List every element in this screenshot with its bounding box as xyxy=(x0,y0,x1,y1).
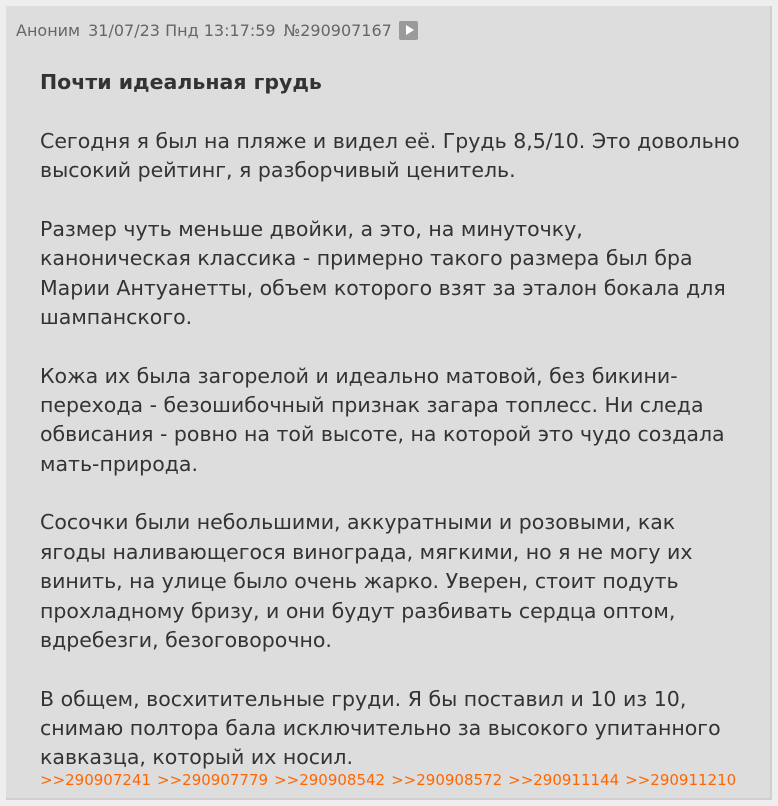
post-paragraph: Кожа их была загорелой и идеально матовой, без бикини-перехода - безошибочный признак загара топлесс. Ни следа обвисания - ровно на той высоте, на которой это чудо создала мать-природа. xyxy=(40,363,725,476)
reply-link[interactable]: >>290907779 xyxy=(157,771,269,789)
post-date: 31/07/23 Пнд 13:17:59 xyxy=(88,20,276,40)
post-paragraph: Размер чуть меньше двойки, а это, на минуточку, каноническая классика - примерно такого размера был бра Марии Антуанетты, объем которого взят за эталон бокала для шампанского. xyxy=(40,216,726,330)
reply-link[interactable]: >>290911144 xyxy=(508,771,620,789)
post-title: Почти идеальная грудь xyxy=(40,70,322,94)
post-paragraph: Сегодня я был на пляже и видел её. Грудь 8,5/10. Это довольно высокий рейтинг, я разборчивый ценитель. xyxy=(40,128,740,183)
post-paragraph: Сосочки были небольшими, аккуратными и розовыми, как ягоды наливающегося винограда, мягкими, но я не могу их винить, на улице было очень жарко. Уверен, стоит подуть прохладному бризу, и они будут разбивать сердца оптом, вдребезги, безоговорочно. xyxy=(40,510,693,653)
post-header xyxy=(16,20,426,40)
reply-link[interactable]: >>290911210 xyxy=(625,771,737,789)
post-paragraph: В общем, восхитительные груди. Я бы поставил и 10 из 10, снимаю полтора бала исключительно за высокого упитанного кавказца, который их носил. xyxy=(40,686,721,770)
post-author: Аноним xyxy=(16,20,81,40)
reply-link[interactable]: >>290908542 xyxy=(274,771,386,789)
replies-list xyxy=(40,770,742,790)
reply-link[interactable]: >>290908572 xyxy=(391,771,503,789)
post-container xyxy=(6,6,772,800)
reply-link[interactable]: >>290907241 xyxy=(40,771,152,789)
play-icon[interactable] xyxy=(399,21,418,40)
post-message xyxy=(40,68,740,802)
post-number-link[interactable]: №290907167 xyxy=(283,20,392,40)
